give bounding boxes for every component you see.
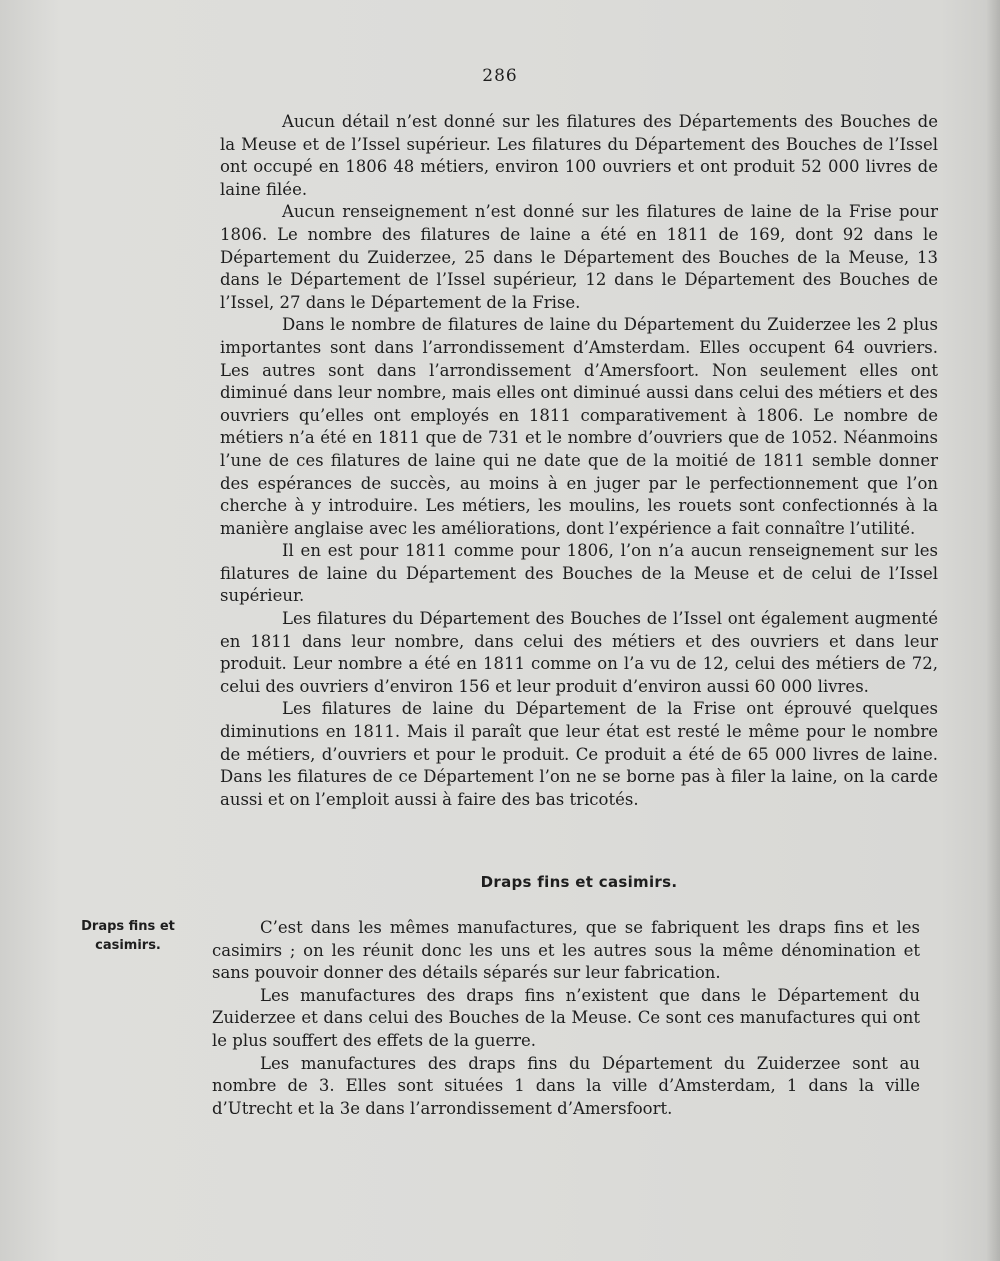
paragraph: C’est dans les mêmes manufactures, que se fabriquent les draps fins et les casimirs ; on les réunit donc les uns et les autres sous la même dénomination et sans pouvoir donner des détails séparés sur leur fabrication. [212, 918, 920, 983]
paragraph: Aucun renseignement n’est donné sur les filatures de laine de la Frise pour 1806. Le nombre des filatures de laine a été en 1811 de 169, dont 92 dans le Département du Zuiderzee, 25 dans le Département des Bouches de la Meuse, 13 dans le Département de l’Issel supérieur, 12 dans le Département des Bouches de l’Issel, 27 dans le Département de la Frise. [220, 202, 938, 312]
paragraph: Les filatures de laine du Département de la Frise ont éprouvé quelques diminutions en 1811. Mais il paraît que leur état est resté le même pour le nombre de métiers, d’ouvriers et pour le produit. Ce produit a été de 65 000 livres de laine. Dans les filatures de ce Département l’on ne se borne pas à filer la laine, on la carde aussi et on l’emploit aussi à faire des bas tricotés. [220, 699, 938, 809]
page-number: 286 [482, 66, 518, 86]
body-text [220, 111, 938, 811]
paragraph: Aucun détail n’est donné sur les filatures des Départements des Bouches de la Meuse et de l’Issel supérieur. Les filatures du Département des Bouches de l’Issel ont occupé en 1806 48 métiers, environ 100 ouvriers et ont produit 52 000 livres de laine filée. [220, 112, 938, 199]
paragraph: Les manufactures des draps fins n’existent que dans le Département du Zuiderzee et dans celui des Bouches de la Meuse. Ce sont ces manufactures qui ont le plus souffert des effets de la guerre. [212, 985, 920, 1050]
paragraph: Il en est pour 1811 comme pour 1806, l’on n’a aucun renseignement sur les filatures de laine du Département des Bouches de la Meuse et de celui de l’Issel supérieur. [220, 541, 938, 606]
section-heading: Draps fins et casimirs. [480, 873, 678, 891]
section-body-text [212, 917, 920, 1120]
paragraph: Les filatures du Département des Bouches de l’Issel ont également augmenté en 1811 dans leur nombre, dans celui des métiers et des ouvriers et dans leur produit. Leur nombre a été en 1811 comme on l’a vu de 12, celui des métiers de 72, celui des ouvriers d’environ 156 et leur produit d’environ aussi 60 000 livres. [220, 609, 938, 696]
paragraph: Dans le nombre de filatures de laine du Département du Zuiderzee les 2 plus importantes sont dans l’arrondissement d’Amsterdam. Elles occupent 64 ouvriers. Les autres sont dans l’arrondissement d’Amersfoort. Non seulement elles ont diminué dans leur nombre, mais elles ont diminué aussi dans celui des métiers et des ouvriers qu’elles ont employés en 1811 comparativement à 1806. Le nombre de métiers n’a été en 1811 que de 731 et le nombre d’ouvriers que de 1052. Néanmoins l’une de ces filatures de laine qui ne date que de la moitié de 1811 semble donner des espérances de succès, au moins à en juger par le perfectionnement que l’on cherche à y introduire. Les métiers, les moulins, les rouets sont confectionnés à la manière anglaise avec les améliorations, dont l’expérience a fait connaître l’utilité. [220, 315, 938, 538]
margin-note: Draps fins et casimirs. [81, 919, 175, 953]
paragraph: Les manufactures des draps fins du Département du Zuiderzee sont au nombre de 3. Elles sont situées 1 dans la ville d’Amsterdam, 1 dans la ville d’Utrecht et la 3e dans l’arrondissement d’Amersfoort. [212, 1053, 920, 1118]
page-gutter-shadow [986, 0, 1000, 1261]
